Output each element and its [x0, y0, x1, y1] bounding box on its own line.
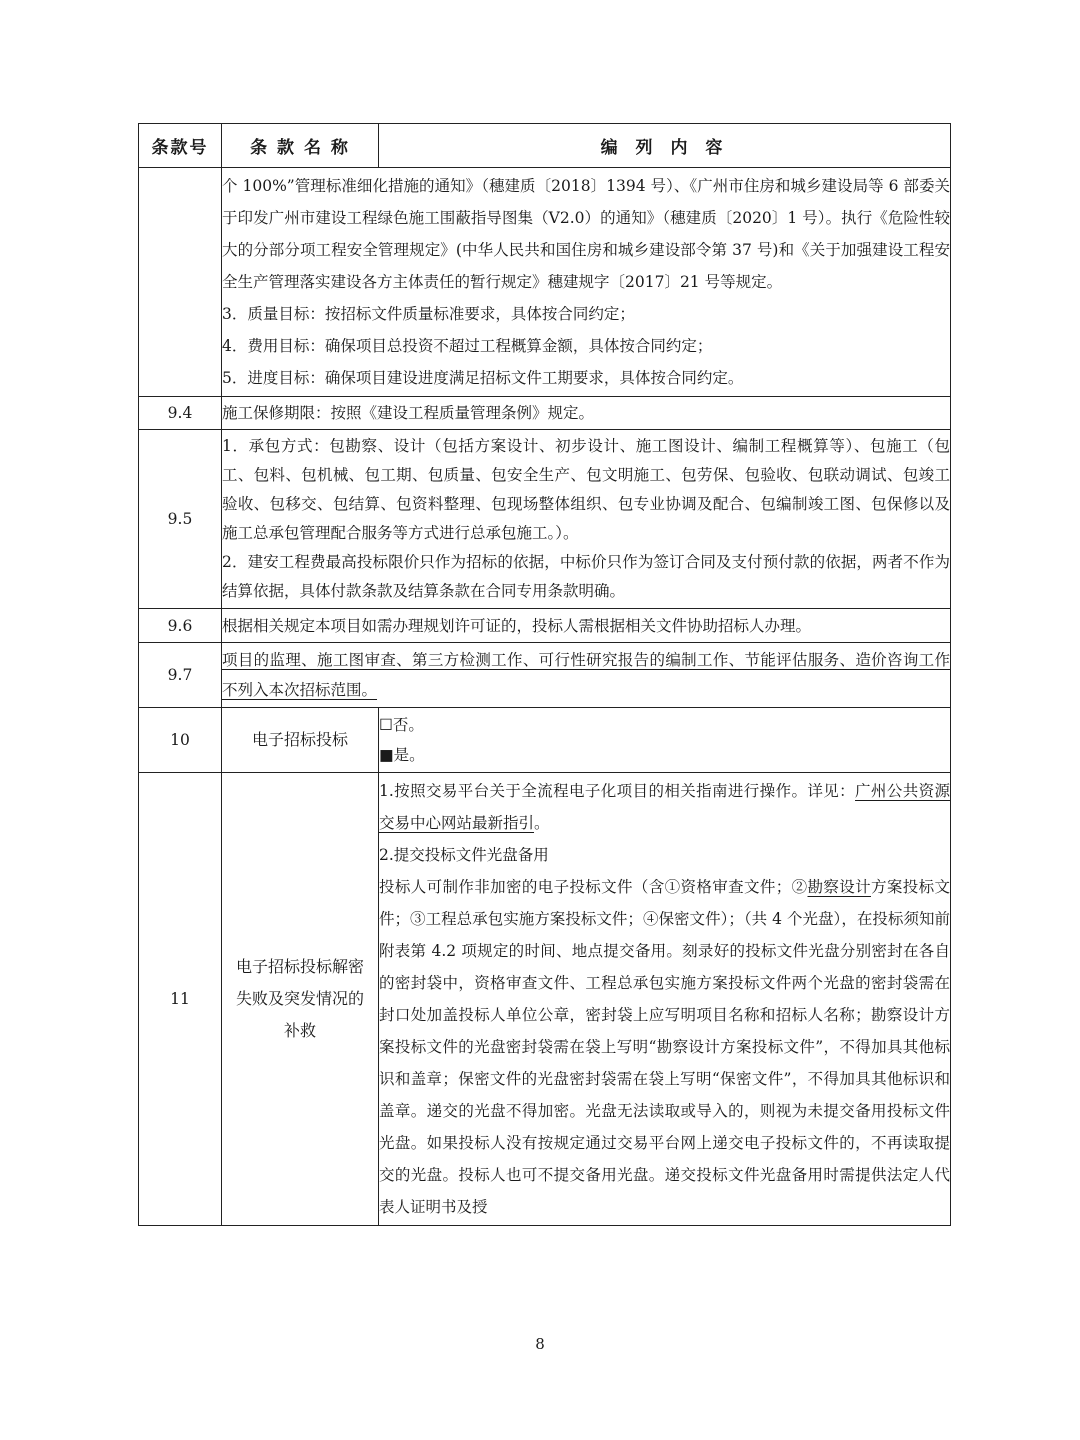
- content-paragraph: [379, 775, 950, 839]
- row-number: 9.4: [139, 397, 222, 430]
- row-content: 根据相关规定本项目如需办理规划许可证的，投标人需根据相关文件协助招标人办理。: [222, 609, 951, 643]
- row-content: [222, 168, 951, 397]
- content-paragraph: 5．进度目标：确保项目建设进度满足招标文件工期要求，具体按合同约定。: [222, 369, 744, 387]
- row-content: [222, 430, 951, 609]
- row-number: [139, 168, 222, 397]
- row-content: [379, 773, 951, 1226]
- header-clause-number: 条款号: [139, 124, 222, 168]
- table-row-9-5: [139, 430, 951, 609]
- row-content: 项目的监理、施工图审查、第三方检测工作、可行性研究报告的编制工作、节能评估服务、造价咨询工作不列入本次招标范围。: [222, 643, 951, 708]
- content-paragraph: 1．承包方式：包勘察、设计（包括方案设计、初步设计、施工图设计、编制工程概算等）、包施工（包工、包料、包机械、包工期、包质量、包安全生产、包文明施工、包劳保、包验收、包联动调试、包竣工验收、包移交、包结算、包资料整理、包现场整体组织、包专业协调及配合、包编制竣工图、包保修以及施工总承包管理配合服务等方式进行总承包施工。）。: [222, 437, 950, 542]
- content-paragraph: 2．建安工程费最高投标限价只作为招标的依据，中标价只作为签订合同及支付预付款的依据，两者不作为结算依据，具体付款条款及结算条款在合同专用条款明确。: [222, 553, 950, 600]
- content-paragraph: 2.提交投标文件光盘备用: [379, 846, 549, 864]
- paragraph-text: 投标人可制作非加密的电子投标文件（含①资格审查文件；②: [379, 878, 808, 896]
- row-number: 9.6: [139, 609, 222, 643]
- table-row-9-6: [139, 609, 951, 643]
- content-paragraph: 个 100%”管理标准细化措施的通知》（穗建质〔2018〕1394 号）、《广州市住房和城乡建设局等 6 部委关于印发广州市建设工程绿色施工围蔽指导图集（V2.0）的通知》（穗建质〔2020〕1 号）。执行《危险性较大的分部分项工程安全管理规定》(中华人民共和国住房和城乡建设部令第 37 号)和《关于加强建设工程安全生产管理落实建设各方主体责任的暂行规定》穗建规字〔2017〕21 号等规定。: [222, 177, 950, 291]
- paragraph-text: 。: [534, 814, 550, 832]
- header-content: 编 列 内 容: [379, 124, 951, 168]
- row-name: 电子招标投标: [222, 708, 379, 773]
- row-content: 施工保修期限：按照《建设工程质量管理条例》规定。: [222, 397, 951, 430]
- content-paragraph: [379, 871, 950, 1223]
- row-number: 11: [139, 773, 222, 1226]
- row-content: [379, 708, 951, 773]
- table-row-continued: [139, 168, 951, 397]
- clause-table: [138, 123, 951, 1226]
- row-name-text: 电子招标投标解密失败及突发情况的补救: [235, 957, 364, 1040]
- content-paragraph: 4．费用目标：确保项目总投资不超过工程概算金额，具体按合同约定；: [222, 337, 713, 355]
- option-no: ☐否。: [379, 716, 424, 734]
- row-number: 9.7: [139, 643, 222, 708]
- row-number: 10: [139, 708, 222, 773]
- table-row-10: [139, 708, 951, 773]
- table-row-9-4: [139, 397, 951, 430]
- content-paragraph: 3．质量目标：按招标文件质量标准要求，具体按合同约定；: [222, 305, 635, 323]
- table-row-11: [139, 773, 951, 1226]
- paragraph-text: 方案投标文件；③工程总承包实施方案投标文件；④保密文件）；（共 4 个光盘），在投标须知前附表第 4.2 项规定的时间、地点提交备用。刻录好的投标文件光盘分别密封在各自的密封袋中，资格审查文件、工程总承包实施方案投标文件两个光盘的密封袋需在封口处加盖投标人单位公章，密封袋上应写明项目名称和招标人名称；勘察设计方案投标文件的光盘密封袋需在袋上写明“勘察设计方案投标文件”，不得加具其他标识和盖章；保密文件的光盘密封袋需在袋上写明“保密文件”，不得加具其他标识和盖章。递交的光盘不得加密。光盘无法读取或导入的，则视为未提交备用投标文件光盘。如果投标人没有按规定通过交易平台网上递交电子投标文件的，不再读取提交的光盘。投标人也可不提交备用光盘。递交投标文件光盘备用时需提供法定人代表人证明书及授: [379, 878, 950, 1216]
- option-yes: ■是。: [379, 746, 425, 764]
- page-number: 8: [535, 1335, 545, 1353]
- guide-link[interactable]: 广州公共资源交易中心网站最新指引: [379, 782, 950, 832]
- table-row-9-7: [139, 643, 951, 708]
- paragraph-text: 1.按照交易平台关于全流程电子化项目的相关指南进行操作。详见：: [379, 782, 856, 800]
- header-clause-name: 条 款 名 称: [222, 124, 379, 168]
- row-number: 9.5: [139, 430, 222, 609]
- table-header-row: [139, 124, 951, 168]
- row-name: [222, 773, 379, 1226]
- underlined-text: 勘察设计: [807, 878, 871, 896]
